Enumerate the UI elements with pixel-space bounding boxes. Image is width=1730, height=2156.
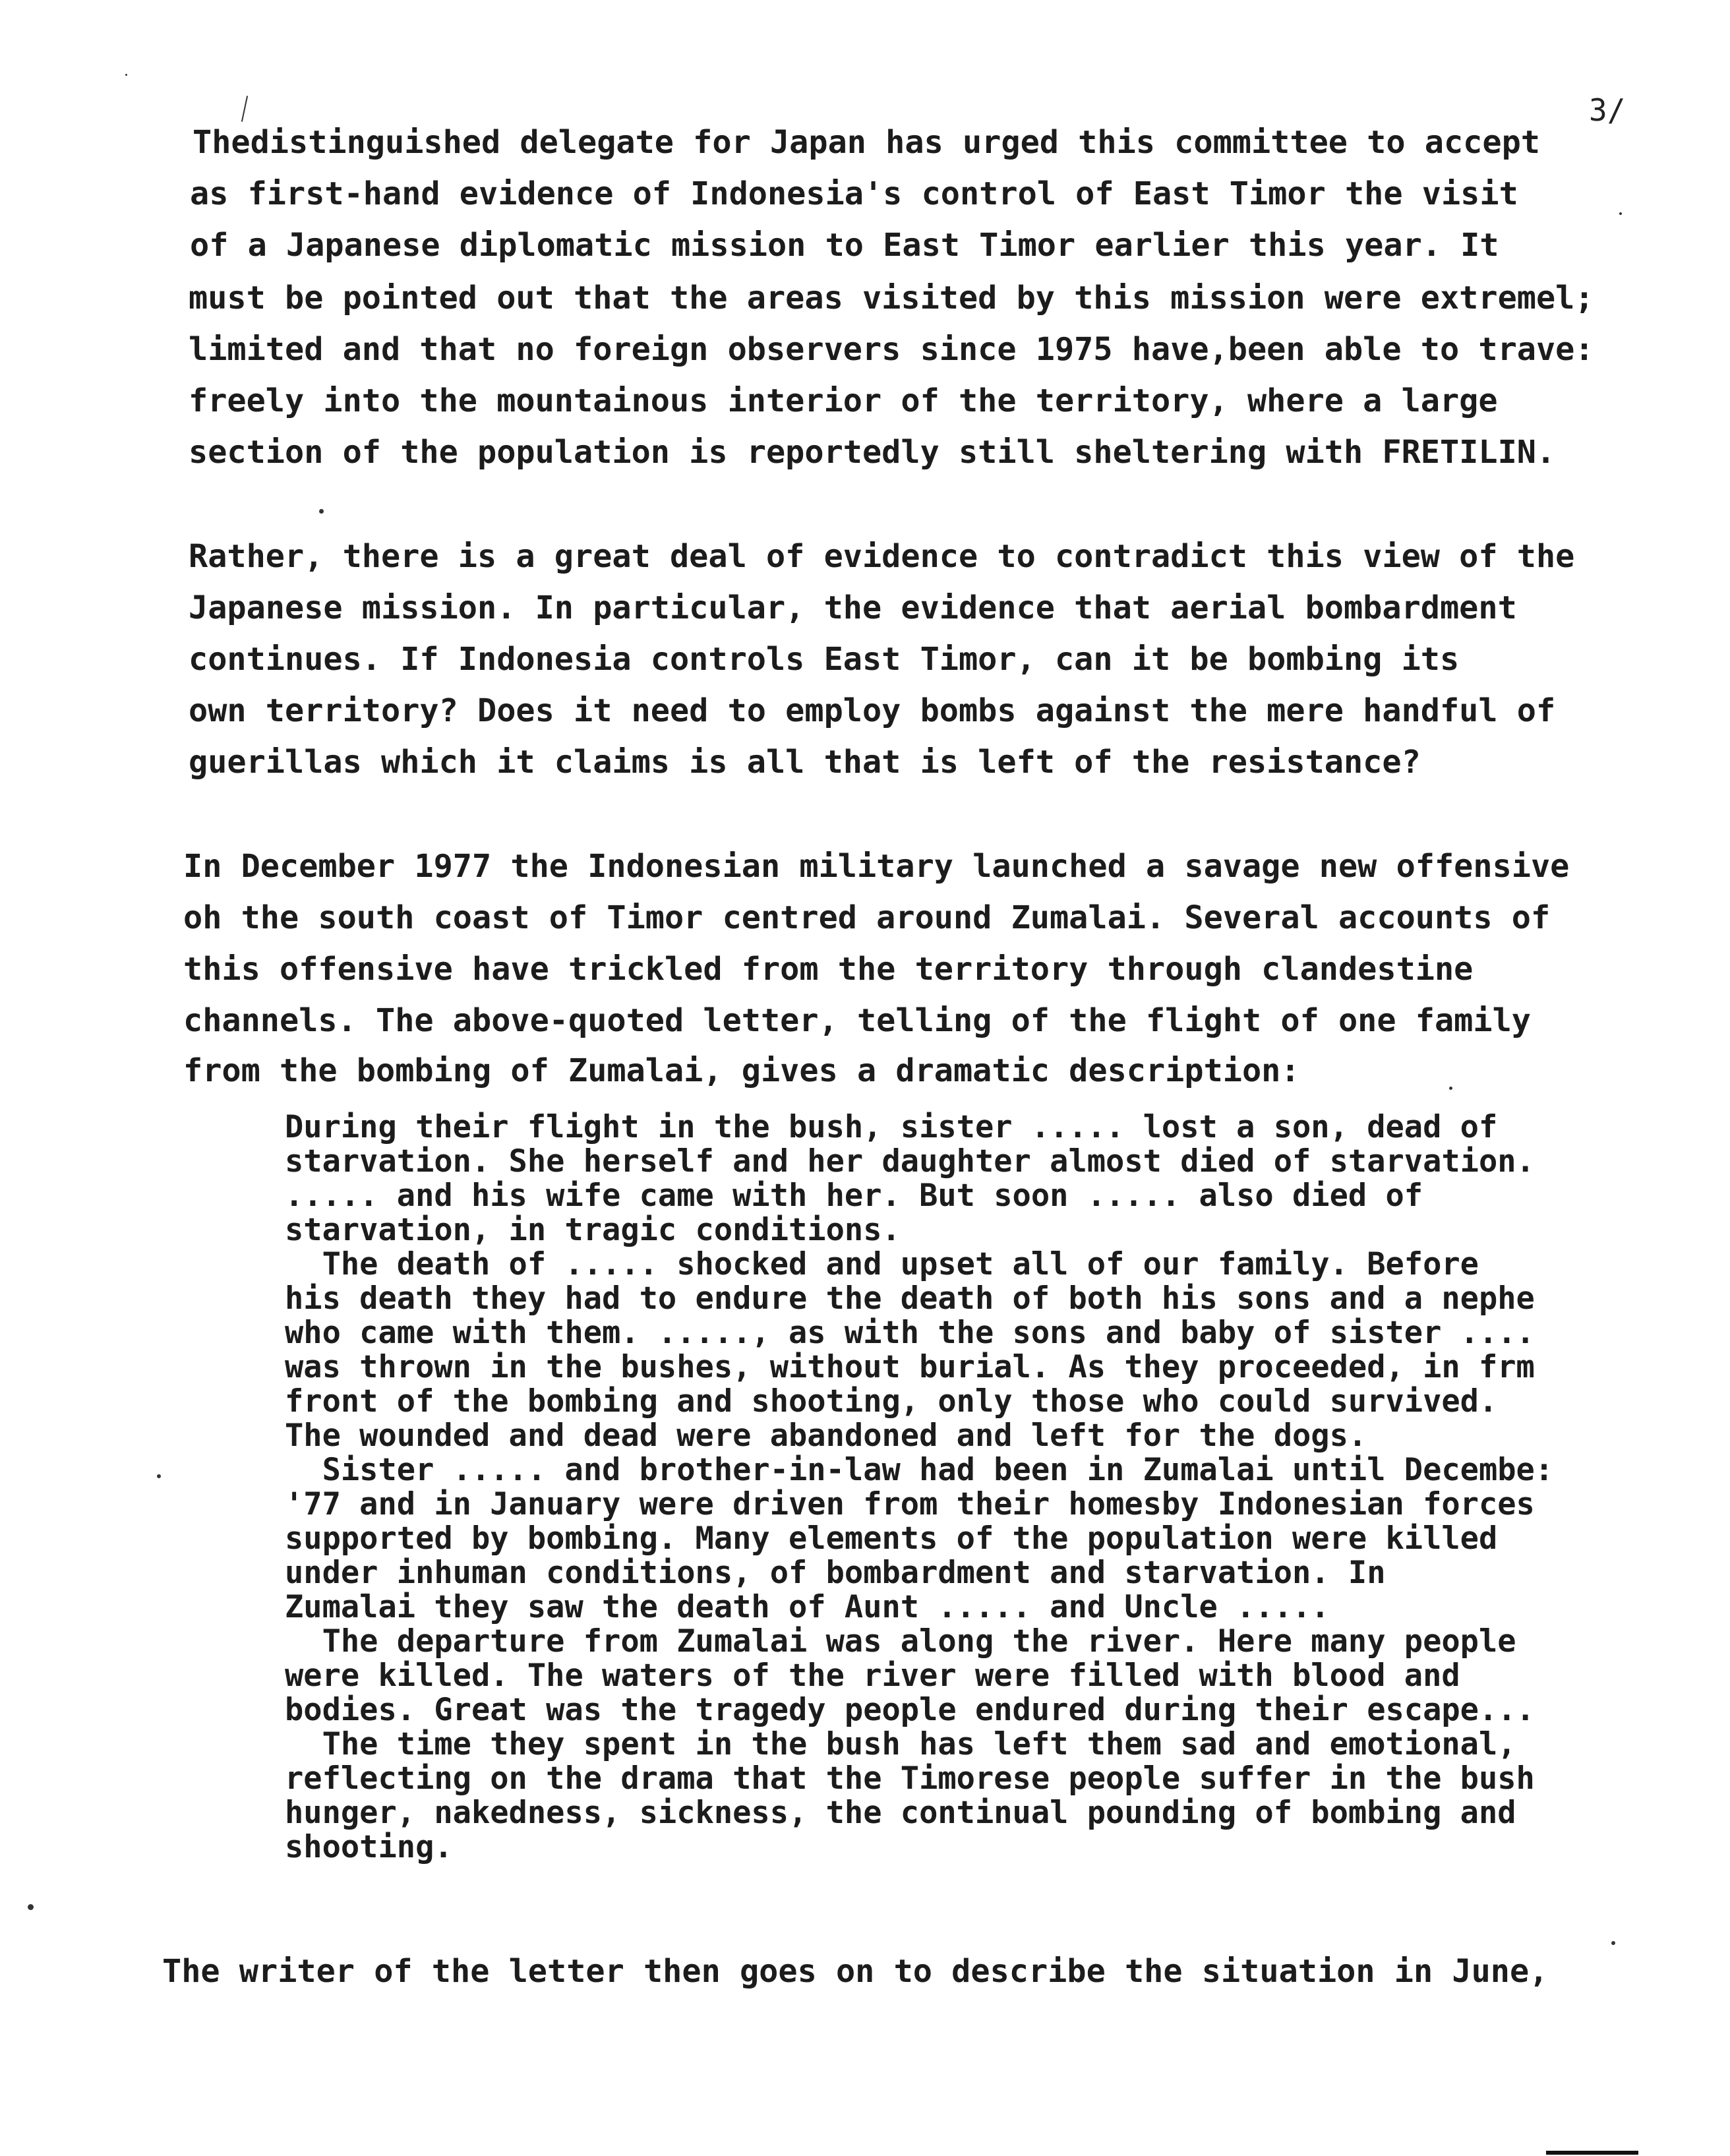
quote-line: front of the bombing and shooting, only those who could survived. xyxy=(285,1383,1498,1420)
text-line: section of the population is reportedly still sheltering with FRETILIN. xyxy=(189,434,1556,471)
quote-line: was thrown in the bushes, without burial. As they proceeded, in frm xyxy=(285,1349,1535,1385)
scan-speck xyxy=(125,74,127,76)
quote-line: reflecting on the drama that the Timorese people suffer in the bush xyxy=(285,1760,1535,1797)
text-line: Thedistinguished delegate for Japan has urged this committee to accept xyxy=(193,124,1540,161)
quote-line: Sister ..... and brother-in-law had been in Zumalai until Decembe: xyxy=(285,1452,1554,1488)
quote-line: hunger, nakedness, sickness, the continual pounding of bombing and xyxy=(285,1795,1516,1831)
quote-line: The death of ..... shocked and upset all of our family. Before xyxy=(285,1246,1479,1282)
quote-line: shooting. xyxy=(285,1829,453,1865)
quote-line: supported by bombing. Many elements of the population were killed xyxy=(285,1520,1498,1557)
page-number: 3/ xyxy=(1589,92,1626,128)
quote-line: his death they had to endure the death of both his sons and a nephe xyxy=(285,1280,1535,1317)
closing-line: The writer of the letter then goes on to describe the situation in June, xyxy=(162,1953,1549,1990)
quote-line: starvation, in tragic conditions. xyxy=(285,1212,901,1248)
quote-line: The departure from Zumalai was along the river. Here many people xyxy=(285,1623,1516,1660)
text-line: must be pointed out that the areas visited by this mission were extremel; xyxy=(189,280,1594,316)
margin-mark xyxy=(241,96,248,122)
text-line: limited and that no foreign observers since 1975 have,been able to trave: xyxy=(189,331,1594,368)
text-line: freely into the mountainous interior of the territory, where a large xyxy=(189,382,1498,419)
quote-line: were killed. The waters of the river were filled with blood and xyxy=(285,1658,1460,1694)
quote-line: '77 and in January were driven from their homesby Indonesian forces xyxy=(285,1486,1535,1522)
scan-speck xyxy=(157,1474,161,1478)
quote-line: who came with them. ....., as with the sons and baby of sister .... xyxy=(285,1315,1535,1351)
text-line: of a Japanese diplomatic mission to East Timor earlier this year. It xyxy=(190,227,1499,264)
text-line: Japanese mission. In particular, the evidence that aerial bombardment xyxy=(189,589,1517,626)
quote-line: The wounded and dead were abandoned and left for the dogs. xyxy=(285,1418,1367,1454)
scan-speck xyxy=(28,1904,34,1910)
text-line: continues. If Indonesia controls East Timor, can it be bombing its xyxy=(189,641,1460,678)
scan-speck xyxy=(1619,212,1622,215)
quote-line: ..... and his wife came with her. But soon ..... also died of xyxy=(285,1178,1423,1214)
quote-line: The time they spent in the bush has left them sad and emotional, xyxy=(285,1726,1516,1762)
scan-speck xyxy=(1611,1941,1615,1945)
page-edge-rule xyxy=(1546,2151,1638,2155)
quote-line: During their flight in the bush, sister ..... lost a son, dead of xyxy=(285,1109,1498,1145)
text-line: own territory? Does it need to employ bombs against the mere handful of xyxy=(189,692,1556,729)
quote-line: starvation. She herself and her daughter almost died of starvation. xyxy=(285,1143,1535,1180)
scan-speck xyxy=(319,509,324,514)
text-line: guerillas which it claims is all that is left of the resistance? xyxy=(189,744,1421,781)
quote-line: under inhuman conditions, of bombardment and starvation. In xyxy=(285,1555,1386,1591)
text-line: oh the south coast of Timor centred around Zumalai. Several accounts of xyxy=(183,899,1551,936)
text-line: as first-hand evidence of Indonesia's control of East Timor the visit xyxy=(190,175,1518,212)
quote-line: bodies. Great was the tragedy people endured during their escape... xyxy=(285,1692,1535,1728)
scan-speck xyxy=(1449,1087,1452,1090)
text-line: channels. The above-quoted letter, telling of the flight of one family xyxy=(183,1002,1531,1039)
text-line: from the bombing of Zumalai, gives a dramatic description: xyxy=(183,1052,1300,1089)
text-line: In December 1977 the Indonesian military launched a savage new offensive xyxy=(183,848,1570,885)
quote-line: Zumalai they saw the death of Aunt ..... and Uncle ..... xyxy=(285,1589,1330,1625)
text-line: Rather, there is a great deal of evidence to contradict this view of the xyxy=(189,538,1575,575)
text-line: this offensive have trickled from the territory through clandestine xyxy=(183,951,1474,988)
